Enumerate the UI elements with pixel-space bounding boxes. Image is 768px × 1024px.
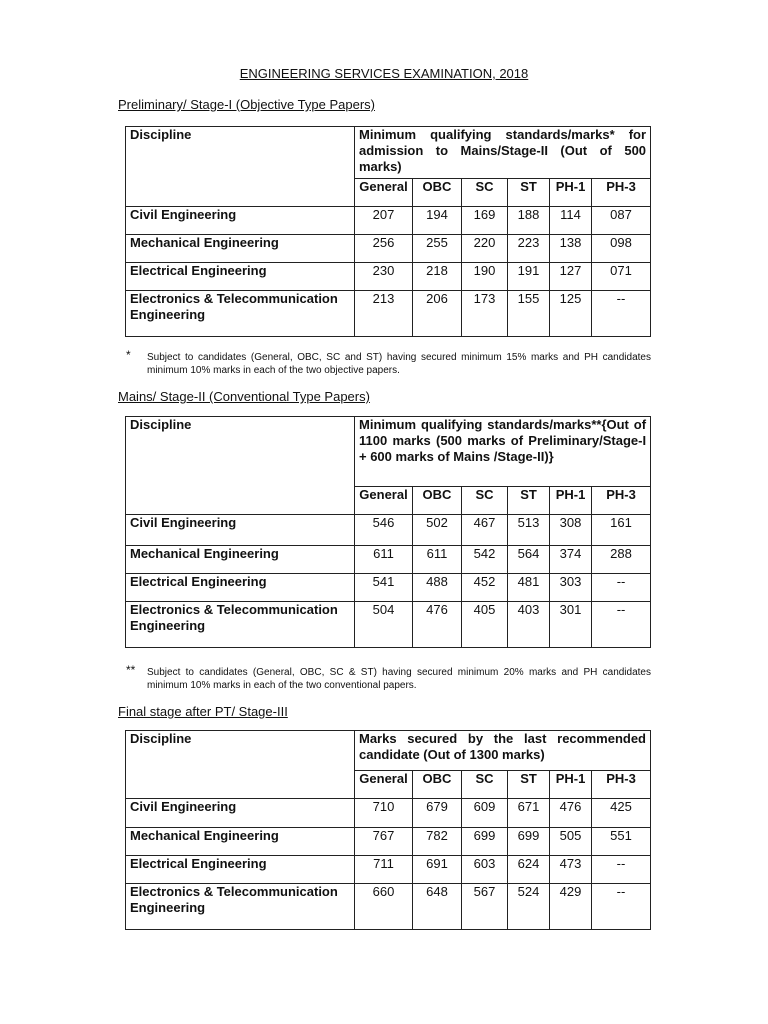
footnote-mark: ** (126, 663, 136, 677)
value-cell: 155 (508, 291, 550, 337)
value-cell: 220 (462, 235, 508, 263)
table-row (126, 207, 651, 235)
column-header: PH-3 (592, 487, 651, 515)
value-cell: 624 (508, 856, 550, 884)
value-cell: 173 (462, 291, 508, 337)
value-cell: 473 (550, 856, 592, 884)
value-cell: 213 (355, 291, 413, 337)
value-cell: 405 (462, 602, 508, 648)
discipline-cell: Electronics & Telecommunication Engineering (126, 884, 355, 930)
value-cell: 542 (462, 546, 508, 574)
column-header: PH-1 (550, 179, 592, 207)
value-cell: 169 (462, 207, 508, 235)
table-row (126, 884, 651, 930)
value-cell: 425 (592, 799, 651, 828)
column-header: General (355, 771, 413, 799)
value-cell: 138 (550, 235, 592, 263)
value-cell: 301 (550, 602, 592, 648)
column-header: PH-1 (550, 771, 592, 799)
value-cell: -- (592, 291, 651, 337)
value-cell: 256 (355, 235, 413, 263)
value-cell: 671 (508, 799, 550, 828)
column-header: ST (508, 487, 550, 515)
value-cell: 476 (550, 799, 592, 828)
column-header: General (355, 179, 413, 207)
footnote-preliminary (126, 348, 651, 377)
value-cell: 223 (508, 235, 550, 263)
footnote-mark: * (126, 348, 131, 362)
discipline-cell: Mechanical Engineering (126, 828, 355, 856)
value-cell: 551 (592, 828, 651, 856)
value-cell: 127 (550, 263, 592, 291)
discipline-cell: Mechanical Engineering (126, 546, 355, 574)
page-title: ENGINEERING SERVICES EXAMINATION, 2018 (239, 66, 529, 81)
discipline-cell: Electronics & Telecommunication Engineering (126, 291, 355, 337)
discipline-header: Discipline (126, 417, 355, 515)
column-header: PH-1 (550, 487, 592, 515)
table-row (126, 546, 651, 574)
value-cell: 524 (508, 884, 550, 930)
discipline-header: Discipline (126, 731, 355, 799)
value-cell: 699 (462, 828, 508, 856)
discipline-cell: Electrical Engineering (126, 856, 355, 884)
value-cell: 403 (508, 602, 550, 648)
value-cell: 481 (508, 574, 550, 602)
table-row (126, 291, 651, 337)
value-cell: 513 (508, 515, 550, 546)
value-cell: 679 (413, 799, 462, 828)
column-header: SC (462, 487, 508, 515)
value-cell: 567 (462, 884, 508, 930)
section-heading-mains: Mains/ Stage-II (Conventional Type Papers) (118, 389, 370, 404)
value-cell: 611 (355, 546, 413, 574)
table-header-text: Minimum qualifying standards/marks* for admission to Mains/Stage-II (Out of 500 marks) (355, 127, 651, 179)
table-row (126, 799, 651, 828)
table-preliminary (125, 126, 651, 337)
section-heading-preliminary: Preliminary/ Stage-I (Objective Type Papers) (118, 97, 375, 112)
value-cell: 603 (462, 856, 508, 884)
column-header: OBC (413, 487, 462, 515)
table-row (126, 235, 651, 263)
discipline-cell: Civil Engineering (126, 207, 355, 235)
value-cell: 374 (550, 546, 592, 574)
value-cell: 505 (550, 828, 592, 856)
value-cell: 230 (355, 263, 413, 291)
value-cell: 218 (413, 263, 462, 291)
column-header: General (355, 487, 413, 515)
column-header: OBC (413, 179, 462, 207)
value-cell: -- (592, 602, 651, 648)
value-cell: 207 (355, 207, 413, 235)
value-cell: 691 (413, 856, 462, 884)
value-cell: 564 (508, 546, 550, 574)
value-cell: 767 (355, 828, 413, 856)
column-header: ST (508, 771, 550, 799)
column-header: OBC (413, 771, 462, 799)
discipline-cell: Civil Engineering (126, 799, 355, 828)
value-cell: 476 (413, 602, 462, 648)
table-row (126, 515, 651, 546)
value-cell: 467 (462, 515, 508, 546)
table-row (126, 263, 651, 291)
value-cell: 611 (413, 546, 462, 574)
discipline-cell: Mechanical Engineering (126, 235, 355, 263)
value-cell: 452 (462, 574, 508, 602)
value-cell: 504 (355, 602, 413, 648)
discipline-cell: Electronics & Telecommunication Engineering (126, 602, 355, 648)
value-cell: -- (592, 856, 651, 884)
column-header: SC (462, 771, 508, 799)
value-cell: 191 (508, 263, 550, 291)
discipline-cell: Electrical Engineering (126, 574, 355, 602)
value-cell: 125 (550, 291, 592, 337)
value-cell: 429 (550, 884, 592, 930)
column-header: SC (462, 179, 508, 207)
column-header: ST (508, 179, 550, 207)
value-cell: 648 (413, 884, 462, 930)
value-cell: 190 (462, 263, 508, 291)
value-cell: 699 (508, 828, 550, 856)
column-header: PH-3 (592, 771, 651, 799)
value-cell: 206 (413, 291, 462, 337)
section-heading-final: Final stage after PT/ Stage-III (118, 704, 288, 719)
value-cell: 660 (355, 884, 413, 930)
value-cell: 308 (550, 515, 592, 546)
value-cell: -- (592, 574, 651, 602)
value-cell: 114 (550, 207, 592, 235)
table-row (126, 828, 651, 856)
table-header-text: Marks secured by the last recommended candidate (Out of 1300 marks) (355, 731, 651, 771)
table-row (126, 856, 651, 884)
column-header: PH-3 (592, 179, 651, 207)
footnote-mains (126, 663, 651, 692)
table-row (126, 602, 651, 648)
value-cell: 303 (550, 574, 592, 602)
value-cell: 488 (413, 574, 462, 602)
value-cell: 541 (355, 574, 413, 602)
table-final (125, 730, 651, 930)
value-cell: -- (592, 884, 651, 930)
value-cell: 502 (413, 515, 462, 546)
discipline-header: Discipline (126, 127, 355, 207)
value-cell: 710 (355, 799, 413, 828)
table-header-text: Minimum qualifying standards/marks**{Out of 1100 marks (500 marks of Preliminary/Stage-I + 600 marks of Mains /Stage-II)} (355, 417, 651, 487)
value-cell: 071 (592, 263, 651, 291)
value-cell: 546 (355, 515, 413, 546)
table-row (126, 574, 651, 602)
value-cell: 194 (413, 207, 462, 235)
value-cell: 188 (508, 207, 550, 235)
value-cell: 609 (462, 799, 508, 828)
value-cell: 087 (592, 207, 651, 235)
table-mains (125, 416, 651, 648)
footnote-text: Subject to candidates (General, OBC, SC & ST) having secured minimum 20% marks and PH candidates minimum 10% marks in each of the two conventional papers. (147, 667, 651, 691)
discipline-cell: Civil Engineering (126, 515, 355, 546)
value-cell: 255 (413, 235, 462, 263)
value-cell: 098 (592, 235, 651, 263)
value-cell: 711 (355, 856, 413, 884)
value-cell: 782 (413, 828, 462, 856)
discipline-cell: Electrical Engineering (126, 263, 355, 291)
footnote-text: Subject to candidates (General, OBC, SC and ST) having secured minimum 15% marks and PH candidates minimum 10% marks in each of the two objective papers. (147, 352, 651, 376)
value-cell: 161 (592, 515, 651, 546)
value-cell: 288 (592, 546, 651, 574)
